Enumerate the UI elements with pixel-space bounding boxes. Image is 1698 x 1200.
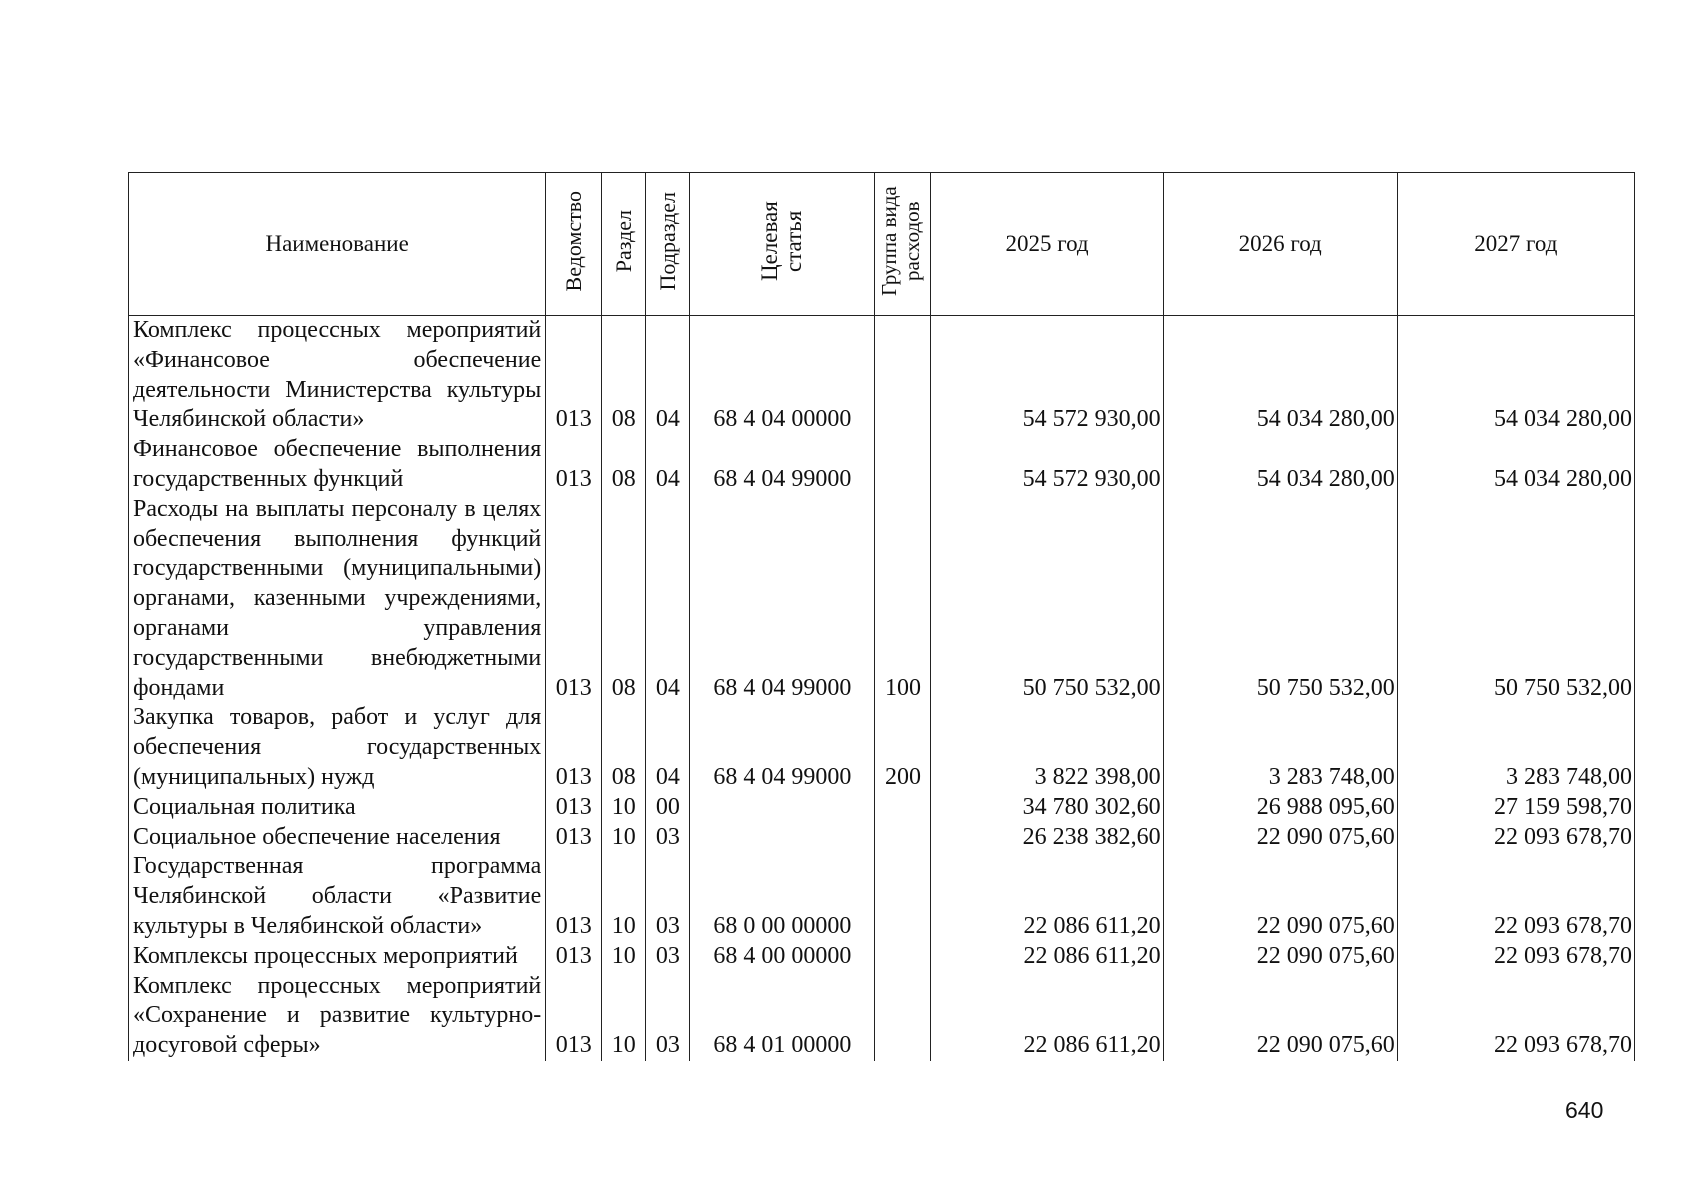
row-name: Социальная политика — [129, 793, 546, 823]
header-expense-group-label: Группа вида расходов — [876, 186, 924, 296]
row-sum-2025: 54 572 930,00 — [931, 435, 1163, 495]
row-sum-2025: 22 086 611,20 — [931, 942, 1163, 972]
page-number: 640 — [1565, 1097, 1604, 1123]
row-target-article: 68 4 04 99000 — [690, 435, 875, 495]
row-sum-2025: 34 780 302,60 — [931, 793, 1163, 823]
row-expense-group: 200 — [875, 703, 931, 792]
row-target-article — [690, 823, 875, 853]
header-name: Наименование — [129, 173, 546, 316]
row-expense-group — [875, 972, 931, 1061]
row-section: 08 — [602, 495, 646, 704]
row-target-article: 68 4 01 00000 — [690, 972, 875, 1061]
row-section: 08 — [602, 703, 646, 792]
row-name: Государственная программа Челябинской области «Развитие культуры в Челябинской области» — [129, 852, 546, 941]
row-sum-2025: 22 086 611,20 — [931, 972, 1163, 1061]
row-sum-2026: 22 090 075,60 — [1163, 942, 1397, 972]
row-section: 10 — [602, 852, 646, 941]
row-expense-group — [875, 823, 931, 853]
row-sum-2027: 22 093 678,70 — [1397, 852, 1634, 941]
row-sum-2026: 22 090 075,60 — [1163, 972, 1397, 1061]
row-target-article: 68 0 00 00000 — [690, 852, 875, 941]
table-row — [129, 972, 1635, 1061]
header-subsection-label: Подраздел — [654, 191, 680, 291]
row-sum-2026: 3 283 748,00 — [1163, 703, 1397, 792]
row-subsection: 03 — [646, 942, 690, 972]
header-expense-group — [875, 173, 931, 316]
table-row — [129, 495, 1635, 704]
row-subsection: 03 — [646, 852, 690, 941]
row-subsection: 04 — [646, 435, 690, 495]
row-department: 013 — [546, 703, 602, 792]
row-department: 013 — [546, 823, 602, 853]
row-sum-2026: 22 090 075,60 — [1163, 852, 1397, 941]
header-section — [602, 173, 646, 316]
header-subsection — [646, 173, 690, 316]
row-sum-2027: 22 093 678,70 — [1397, 972, 1634, 1061]
row-department: 013 — [546, 942, 602, 972]
row-name: Комплекс процессных мероприятий «Финансовое обеспечение деятельности Министерства культуры Челябинской области» — [129, 316, 546, 436]
header-section-label: Раздел — [610, 209, 636, 273]
row-department: 013 — [546, 435, 602, 495]
row-sum-2025: 26 238 382,60 — [931, 823, 1163, 853]
row-expense-group: 100 — [875, 495, 931, 704]
row-sum-2027: 54 034 280,00 — [1397, 316, 1634, 436]
row-section: 08 — [602, 316, 646, 436]
row-name: Социальное обеспечение населения — [129, 823, 546, 853]
row-department: 013 — [546, 793, 602, 823]
row-name: Расходы на выплаты персоналу в целях обеспечения выполнения функций государственными (муниципальными) органами, казенными учреждениями, органами управления государственными внебюджетными фондами — [129, 495, 546, 704]
row-subsection: 03 — [646, 972, 690, 1061]
header-department — [546, 173, 602, 316]
row-name: Комплекс процессных мероприятий «Сохранение и развитие культурно-досуговой сферы» — [129, 972, 546, 1061]
table-body — [129, 316, 1635, 1061]
row-sum-2026: 54 034 280,00 — [1163, 316, 1397, 436]
row-subsection: 00 — [646, 793, 690, 823]
row-expense-group — [875, 852, 931, 941]
row-sum-2025: 22 086 611,20 — [931, 852, 1163, 941]
row-sum-2026: 22 090 075,60 — [1163, 823, 1397, 853]
row-sum-2027: 22 093 678,70 — [1397, 823, 1634, 853]
table-row — [129, 793, 1635, 823]
table-row — [129, 942, 1635, 972]
row-sum-2026: 26 988 095,60 — [1163, 793, 1397, 823]
row-sum-2025: 3 822 398,00 — [931, 703, 1163, 792]
row-expense-group — [875, 942, 931, 972]
row-name: Закупка товаров, работ и услуг для обеспечения государственных (муниципальных) нужд — [129, 703, 546, 792]
row-sum-2027: 22 093 678,70 — [1397, 942, 1634, 972]
row-sum-2027: 3 283 748,00 — [1397, 703, 1634, 792]
row-section: 08 — [602, 435, 646, 495]
table-row — [129, 703, 1635, 792]
row-target-article: 68 4 04 99000 — [690, 495, 875, 704]
header-year-2026: 2026 год — [1163, 173, 1397, 316]
row-sum-2027: 27 159 598,70 — [1397, 793, 1634, 823]
row-name: Комплексы процессных мероприятий — [129, 942, 546, 972]
row-subsection: 03 — [646, 823, 690, 853]
row-expense-group — [875, 793, 931, 823]
row-sum-2027: 54 034 280,00 — [1397, 435, 1634, 495]
header-department-label: Ведомство — [560, 190, 586, 292]
row-target-article — [690, 793, 875, 823]
row-section: 10 — [602, 972, 646, 1061]
row-subsection: 04 — [646, 703, 690, 792]
row-sum-2026: 54 034 280,00 — [1163, 435, 1397, 495]
row-subsection: 04 — [646, 495, 690, 704]
row-department: 013 — [546, 972, 602, 1061]
row-section: 10 — [602, 942, 646, 972]
header-year-2027: 2027 год — [1397, 173, 1634, 316]
row-section: 10 — [602, 823, 646, 853]
table-row — [129, 823, 1635, 853]
row-expense-group — [875, 435, 931, 495]
header-row — [129, 173, 1635, 316]
header-target-article — [690, 173, 875, 316]
row-department: 013 — [546, 316, 602, 436]
row-name: Финансовое обеспечение выполнения государственных функций — [129, 435, 546, 495]
table-row — [129, 316, 1635, 436]
row-department: 013 — [546, 495, 602, 704]
row-department: 013 — [546, 852, 602, 941]
budget-table — [128, 172, 1635, 1061]
row-target-article: 68 4 00 00000 — [690, 942, 875, 972]
row-sum-2025: 54 572 930,00 — [931, 316, 1163, 436]
row-target-article: 68 4 04 99000 — [690, 703, 875, 792]
row-sum-2027: 50 750 532,00 — [1397, 495, 1634, 704]
row-sum-2026: 50 750 532,00 — [1163, 495, 1397, 704]
table-row — [129, 435, 1635, 495]
row-target-article: 68 4 04 00000 — [690, 316, 875, 436]
table-row — [129, 852, 1635, 941]
row-expense-group — [875, 316, 931, 436]
row-section: 10 — [602, 793, 646, 823]
header-year-2025: 2025 год — [931, 173, 1163, 316]
row-subsection: 04 — [646, 316, 690, 436]
header-target-article-label: Целевая статья — [757, 201, 807, 281]
row-sum-2025: 50 750 532,00 — [931, 495, 1163, 704]
